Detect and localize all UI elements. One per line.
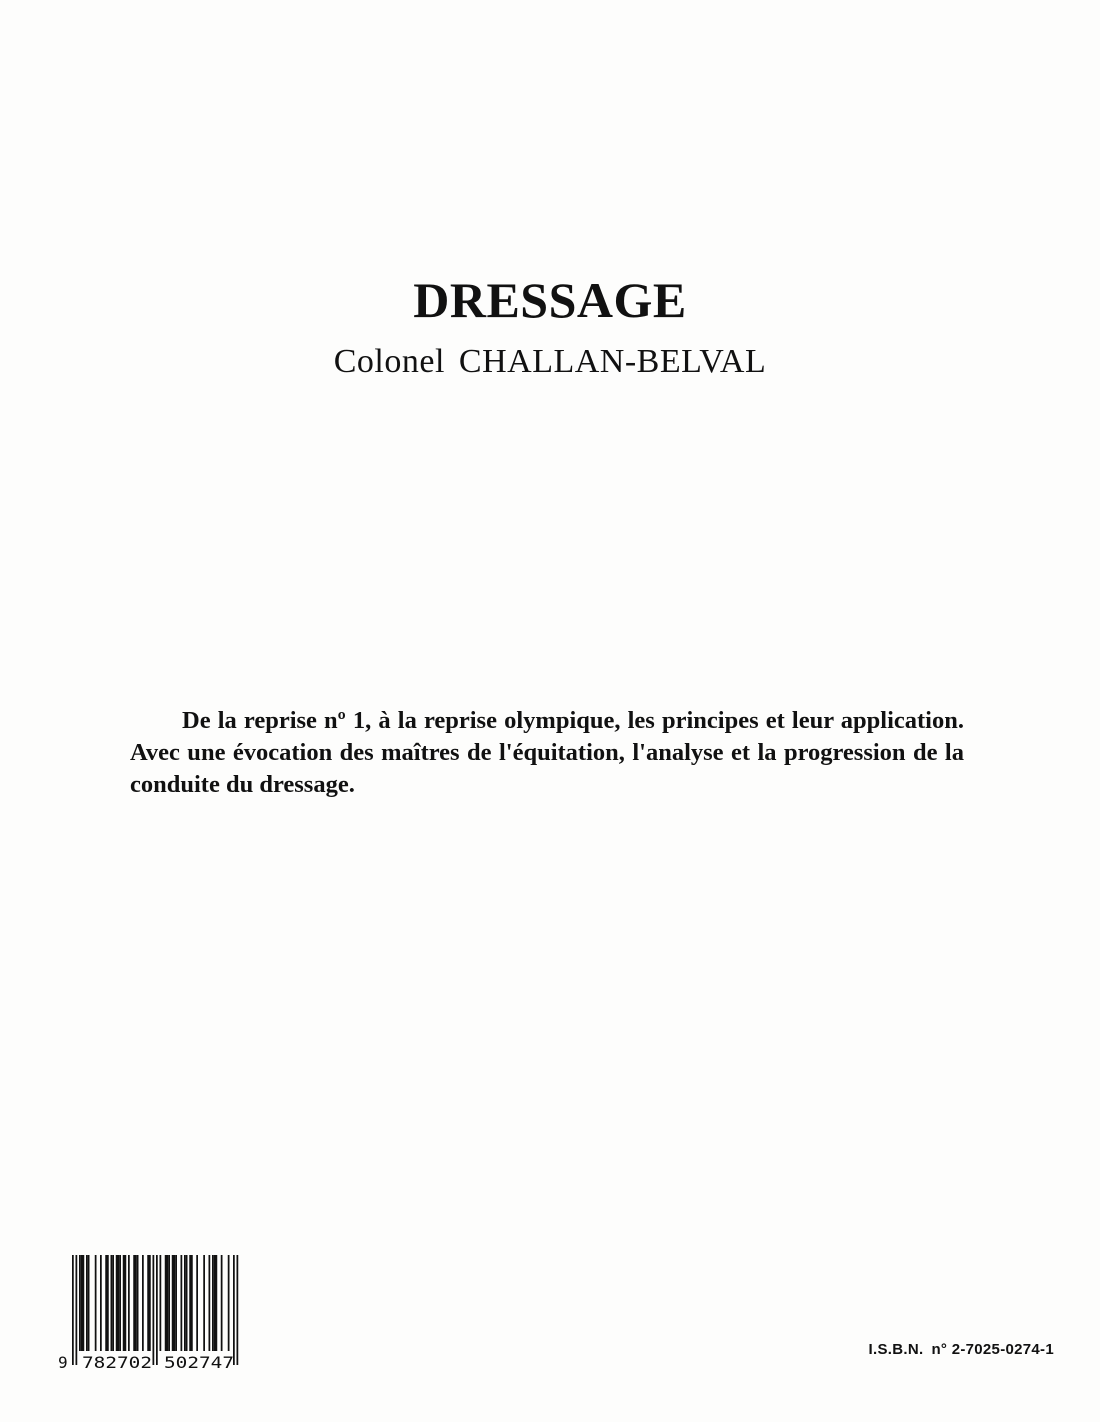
author-line <box>0 340 1100 384</box>
isbn-label: I.S.B.N. <box>868 1341 924 1358</box>
book-title: DRESSAGE <box>413 272 687 328</box>
barcode-bar <box>156 1255 158 1365</box>
barcode-bar <box>147 1255 149 1351</box>
barcode-bar <box>135 1255 137 1351</box>
barcode-bar <box>209 1255 211 1351</box>
isbn-line <box>869 1340 1054 1360</box>
barcode-bar <box>119 1255 121 1351</box>
barcode-bar <box>168 1255 170 1351</box>
barcode-first-digit: 9 <box>58 1353 68 1372</box>
barcode-bar <box>123 1255 125 1351</box>
barcode-left-group: 782702 <box>82 1353 152 1372</box>
barcode-bar <box>81 1255 83 1351</box>
barcode-bar <box>137 1255 139 1351</box>
barcode-bar <box>118 1255 120 1351</box>
barcode-right-group: 502747 <box>164 1353 234 1372</box>
barcode <box>58 1255 250 1373</box>
barcode-bar <box>128 1255 130 1351</box>
barcode-bar <box>184 1255 186 1351</box>
barcode-bar <box>212 1255 214 1351</box>
barcode-bar <box>186 1255 188 1351</box>
barcode-bar <box>88 1255 90 1351</box>
barcode-bar <box>142 1255 144 1351</box>
barcode-bar <box>221 1255 223 1351</box>
barcode-graphic <box>58 1255 250 1373</box>
barcode-bar <box>237 1255 239 1365</box>
barcode-bar <box>181 1255 183 1351</box>
barcode-bar <box>95 1255 97 1351</box>
barcode-bar <box>191 1255 193 1351</box>
barcode-bar <box>86 1255 88 1351</box>
barcode-bar <box>76 1255 78 1365</box>
barcode-bar <box>172 1255 174 1351</box>
barcode-bar <box>160 1255 162 1351</box>
barcode-bar <box>214 1255 216 1351</box>
barcode-bar <box>112 1255 114 1351</box>
barcode-bar <box>174 1255 176 1351</box>
barcode-bar <box>189 1255 191 1351</box>
barcode-bar <box>105 1255 107 1351</box>
barcode-bar <box>100 1255 102 1351</box>
author-rank: Colonel <box>333 343 445 380</box>
barcode-bar <box>233 1255 235 1365</box>
barcode-bar <box>107 1255 109 1351</box>
barcode-bar <box>167 1255 169 1351</box>
barcode-bar <box>153 1255 155 1365</box>
barcode-bar <box>72 1255 74 1365</box>
barcode-bar <box>125 1255 127 1351</box>
barcode-bar <box>149 1255 151 1351</box>
barcode-bar <box>175 1255 177 1351</box>
barcode-bar <box>111 1255 113 1351</box>
barcode-bar <box>165 1255 167 1351</box>
book-description: De la reprise nº 1, à la reprise olympique, les principes et leur application. Avec une évocation des maîtres de l'équitation, l'analyse et la progression de la conduite du dressage. <box>130 706 964 798</box>
barcode-bar <box>79 1255 81 1351</box>
author-name: CHALLAN-BELVAL <box>458 343 767 380</box>
barcode-bar <box>83 1255 85 1351</box>
barcode-bar <box>196 1255 198 1351</box>
isbn-number-prefix: n° <box>931 1341 948 1358</box>
isbn-value: 2-7025-0274-1 <box>951 1341 1054 1358</box>
barcode-bar <box>116 1255 118 1351</box>
barcode-bar <box>133 1255 135 1351</box>
barcode-bar <box>216 1255 218 1351</box>
barcode-bar <box>228 1255 230 1351</box>
barcode-bar <box>203 1255 205 1351</box>
